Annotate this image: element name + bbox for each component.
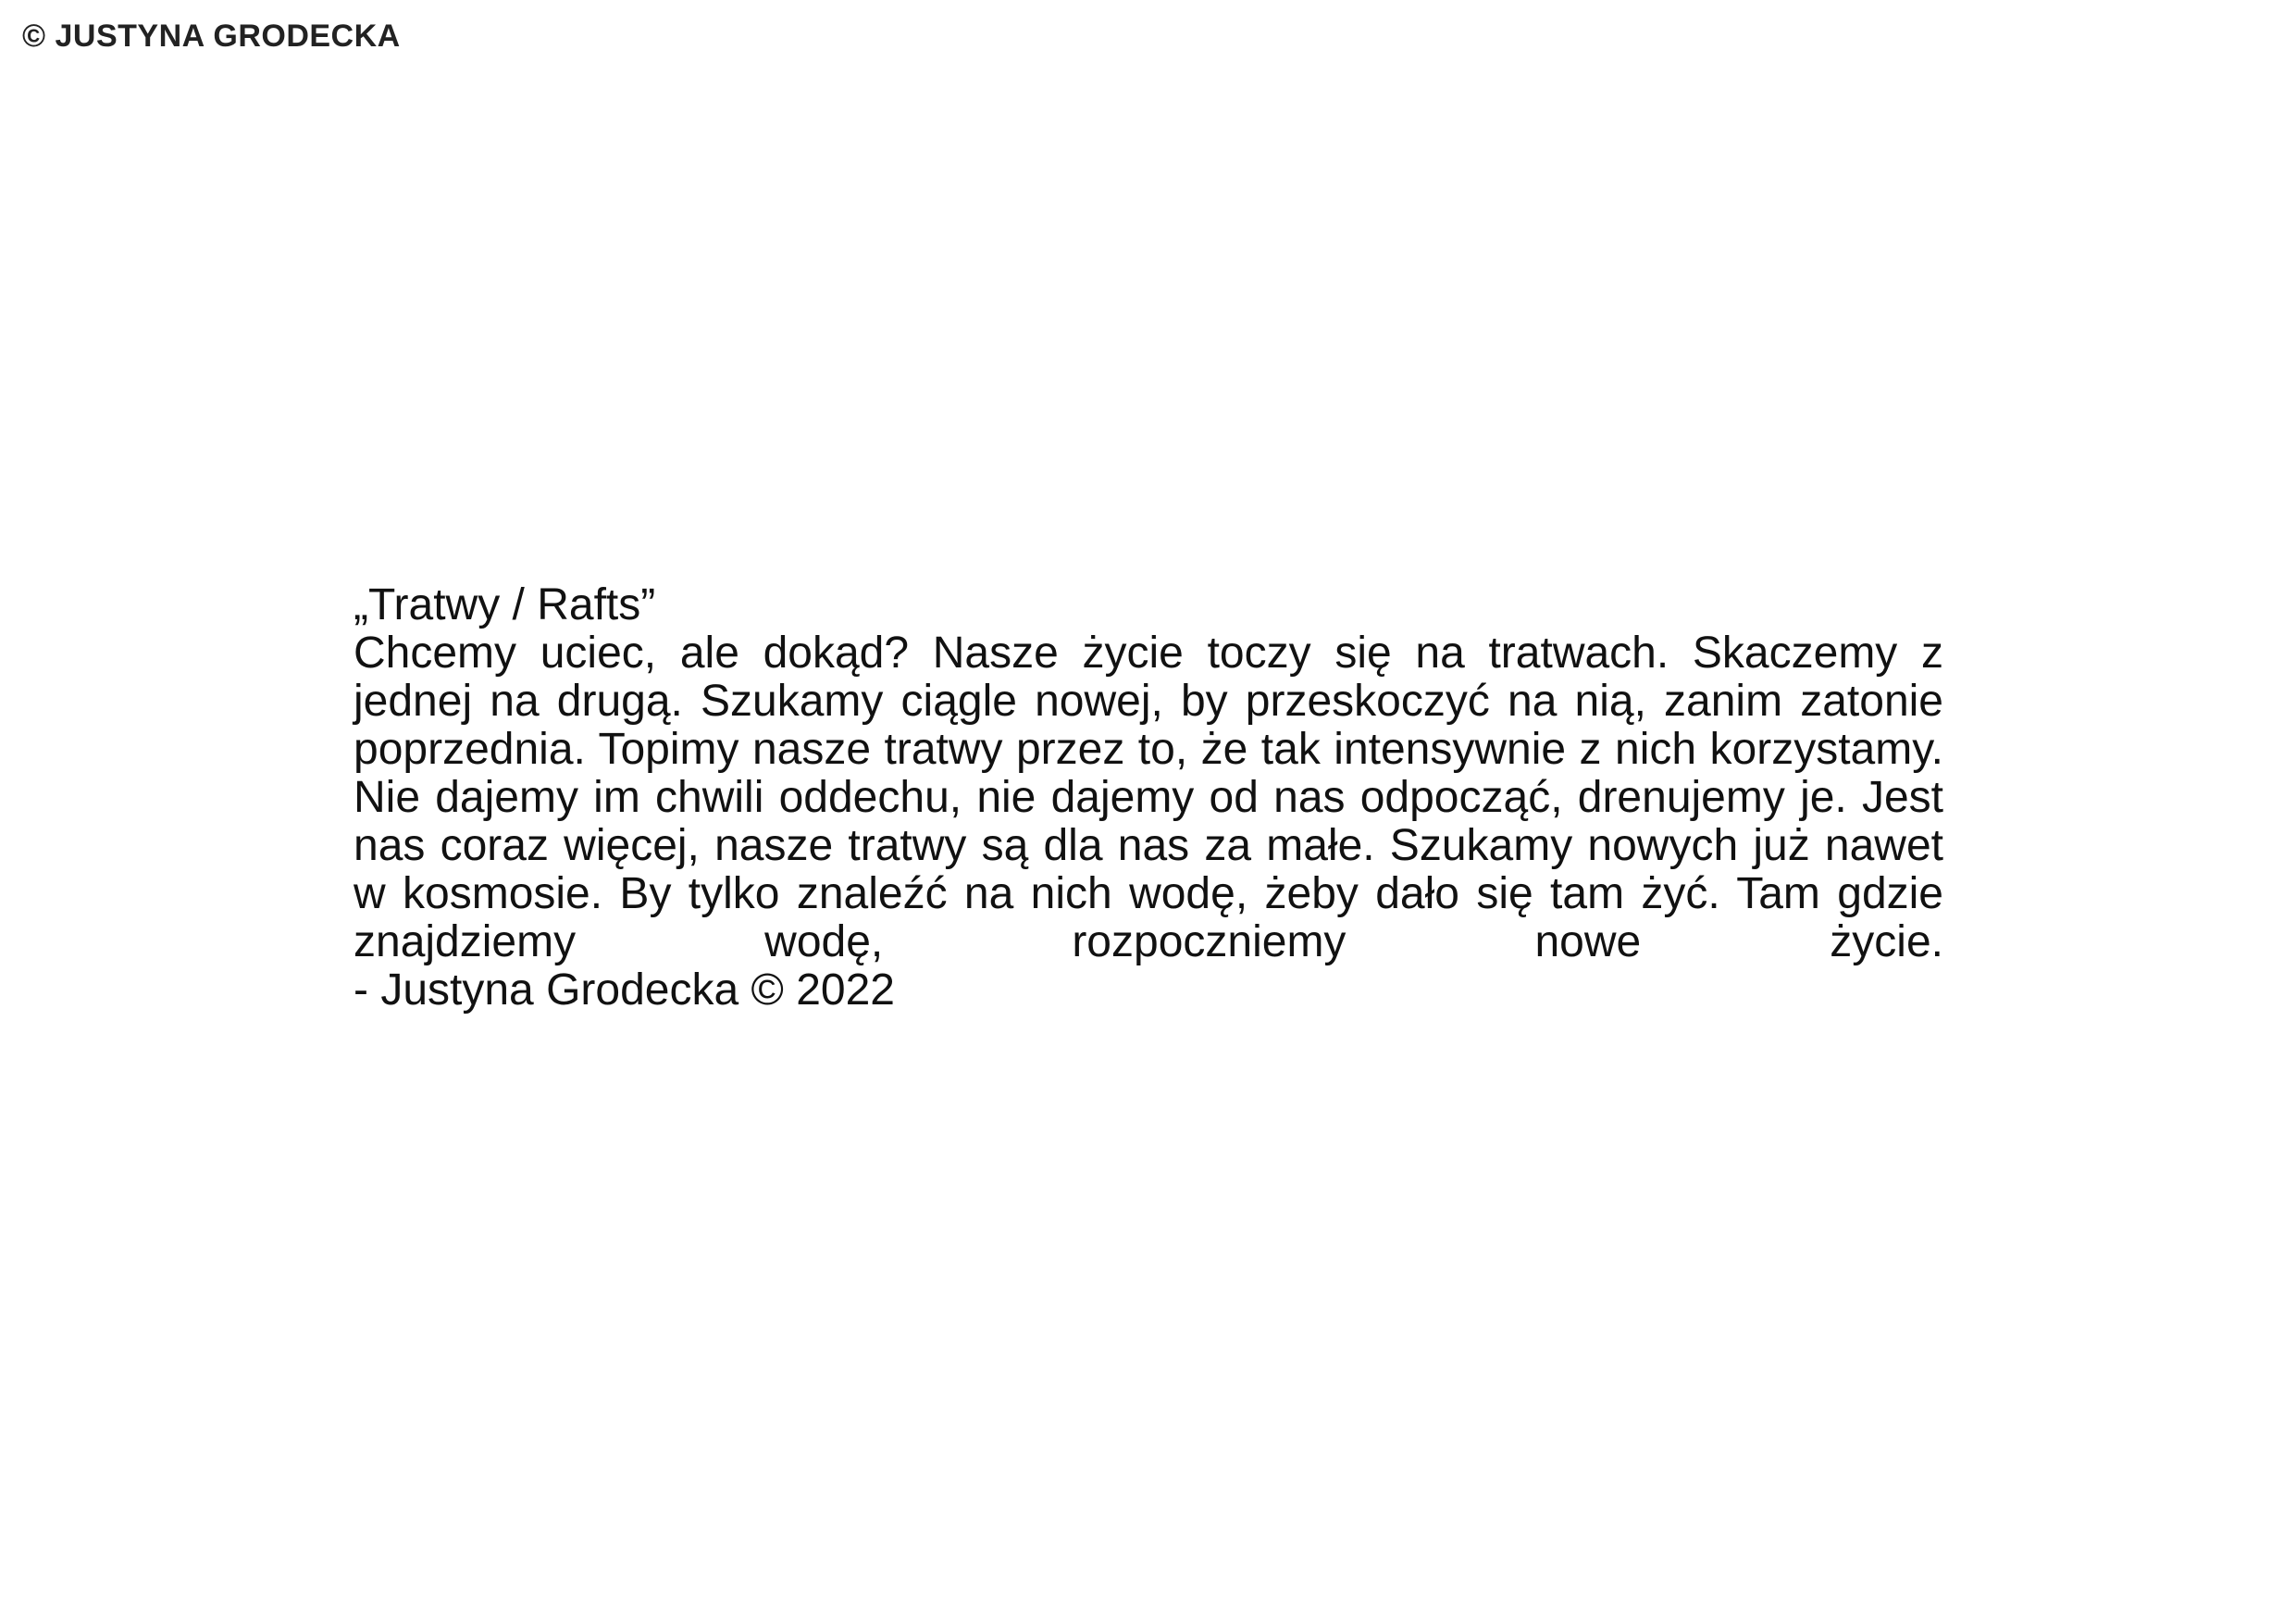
artwork-title: „Tratwy / Rafts” [354, 580, 656, 629]
artwork-description [354, 581, 1943, 1015]
site-logo-link[interactable]: © JUSTYNA GRODECKA [22, 19, 401, 54]
artwork-description-text: Chcemy uciec, ale dokąd? Nasze życie toczy się na tratwach. Skaczemy z jednej na drugą. Szukamy ciągle nowej, by przeskoczyć na nią, zanim zatonie poprzednia. Topimy nasze tratwy przez to, że tak intensywnie z nich korzystamy. Nie dajemy im chwili oddechu, nie dajemy od nas odpocząć, drenujemy je. Jest nas coraz więcej, nasze tratwy są dla nas za małe. Szukamy nowych już nawet w kosmosie. By tylko znaleźć na nich wodę, żeby dało się tam żyć. Tam gdzie znajdziemy wodę, rozpoczniemy nowe życie. [354, 629, 1943, 966]
artwork-signature: - Justyna Grodecka © 2022 [354, 965, 895, 1015]
